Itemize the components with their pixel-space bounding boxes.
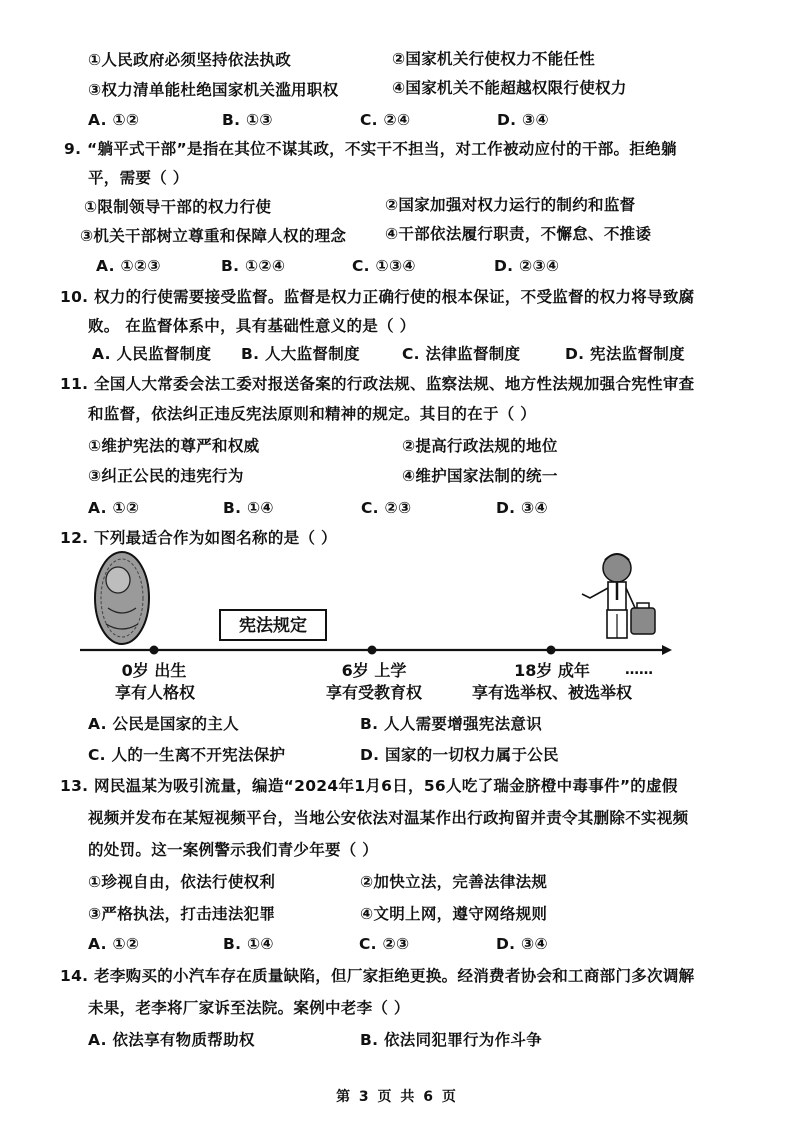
q14-option-b: B. 依法同犯罪行为作斗争 — [360, 1031, 542, 1049]
q9-item-3: ③机关干部树立尊重和保障人权的理念 — [80, 227, 347, 245]
q12-timeline-figure — [80, 548, 680, 708]
timeline-age-birth: 0岁 出生 — [121, 661, 187, 680]
q13-stem-line2: 视频并发布在某短视频平台，当地公安依法对温某作出行政拘留并责令其删除不实视频 — [88, 809, 689, 827]
q13-stem-line1: 13. 网民温某为吸引流量，编造“2024年1月6日，56人吃了瑞金脐橙中毒事件”的虚假 — [60, 777, 678, 795]
q13-item-2: ②加快立法，完善法律法规 — [360, 873, 548, 891]
q11-item-2: ②提高行政法规的地位 — [402, 437, 558, 455]
q11-option-a: A. ①② — [88, 499, 140, 517]
q8-option-b: B. ①③ — [222, 111, 273, 129]
q11-item-4: ④维护国家法制的统一 — [402, 467, 558, 485]
timeline-right-birth: 享有人格权 — [114, 683, 196, 702]
q13-stem-line3: 的处罚。这一案例警示我们青少年要（ ） — [88, 841, 379, 859]
q11-stem-line1: 11. 全国人大常委会法工委对报送备案的行政法规、监察法规、地方性法规加强合宪性审查 — [60, 375, 695, 393]
q11-option-c: C. ②③ — [361, 499, 412, 517]
q10-stem-line1: 10. 权力的行使需要接受监督。监督是权力正确行使的根本保证，不受监督的权力将导致腐 — [60, 288, 695, 306]
q9-stem-line1: 9. “躺平式干部”是指在其位不谋其政，不实干不担当，对工作被动应付的干部。拒绝躺 — [64, 140, 677, 158]
q10-option-a: A. 人民监督制度 — [92, 345, 212, 363]
constitution-label: 宪法规定 — [239, 616, 307, 636]
q9-item-2: ②国家加强对权力运行的制约和监督 — [385, 196, 636, 214]
q8-item-3: ③权力清单能杜绝国家机关滥用职权 — [88, 81, 339, 99]
q12-option-d: D. 国家的一切权力属于公民 — [360, 746, 559, 764]
q10-option-b: B. 人大监督制度 — [241, 345, 360, 363]
timeline-point-adult — [547, 646, 556, 655]
q13-item-3: ③严格执法，打击违法犯罪 — [88, 905, 276, 923]
q12-option-c: C. 人的一生离不开宪法保护 — [88, 746, 286, 764]
q8-item-2: ②国家机关行使权力不能任性 — [392, 50, 596, 68]
q10-option-d: D. 宪法监督制度 — [565, 345, 685, 363]
q9-option-d: D. ②③④ — [494, 257, 560, 275]
timeline-point-birth — [150, 646, 159, 655]
q12-stem: 12. 下列最适合作为如图名称的是（ ） — [60, 529, 337, 547]
q14-stem-line2: 未果，老李将厂家诉至法院。案例中老李（ ） — [88, 999, 410, 1017]
timeline-age-adult: 18岁 成年 — [514, 661, 590, 680]
q9-item-4: ④干部依法履行职责，不懈怠、不推诿 — [385, 225, 652, 243]
q11-stem-line2: 和监督，依法纠正违反宪法原则和精神的规定。其目的在于（ ） — [88, 405, 537, 423]
q13-item-1: ①珍视自由，依法行使权利 — [88, 873, 276, 891]
q9-option-b: B. ①②④ — [221, 257, 286, 275]
q9-option-a: A. ①②③ — [96, 257, 161, 275]
q14-option-a: A. 依法享有物质帮助权 — [88, 1031, 255, 1049]
q8-item-1: ①人民政府必须坚持依法执政 — [88, 51, 292, 69]
q13-option-d: D. ③④ — [496, 935, 548, 953]
q9-stem-line2: 平，需要（ ） — [88, 169, 189, 187]
timeline-right-school: 享有受教育权 — [325, 683, 423, 702]
q10-stem-line2: 败。 在监督体系中，具有基础性意义的是（ ） — [88, 317, 416, 335]
q9-option-c: C. ①③④ — [352, 257, 416, 275]
page-number-footer: 第 3 页 共 6 页 — [336, 1089, 458, 1105]
q12-option-b: B. 人人需要增强宪法意识 — [360, 715, 542, 733]
baby-illustration — [95, 552, 149, 644]
adult-illustration — [582, 554, 655, 638]
q11-option-b: B. ①④ — [223, 499, 274, 517]
q11-option-d: D. ③④ — [496, 499, 548, 517]
q10-option-c: C. 法律监督制度 — [402, 345, 521, 363]
timeline-arrow — [662, 645, 672, 655]
q9-item-1: ①限制领导干部的权力行使 — [84, 198, 272, 216]
q11-item-3: ③纠正公民的违宪行为 — [88, 467, 244, 485]
timeline-ellipsis: …… — [625, 662, 653, 678]
q13-item-4: ④文明上网，遵守网络规则 — [360, 905, 548, 923]
q11-item-1: ①维护宪法的尊严和权威 — [88, 437, 260, 455]
q13-option-a: A. ①② — [88, 935, 140, 953]
timeline-point-school — [368, 646, 377, 655]
q8-option-a: A. ①② — [88, 111, 140, 129]
q13-option-b: B. ①④ — [223, 935, 274, 953]
q14-stem-line1: 14. 老李购买的小汽车存在质量缺陷，但厂家拒绝更换。经消费者协会和工商部门多次调解 — [60, 967, 695, 985]
q8-item-4: ④国家机关不能超越权限行使权力 — [392, 79, 627, 97]
q12-option-a: A. 公民是国家的主人 — [88, 715, 239, 733]
q8-option-d: D. ③④ — [497, 111, 549, 129]
q8-option-c: C. ②④ — [360, 111, 411, 129]
timeline-right-adult: 享有选举权、被选举权 — [471, 683, 633, 702]
timeline-age-school: 6岁 上学 — [341, 661, 407, 680]
q13-option-c: C. ②③ — [359, 935, 410, 953]
